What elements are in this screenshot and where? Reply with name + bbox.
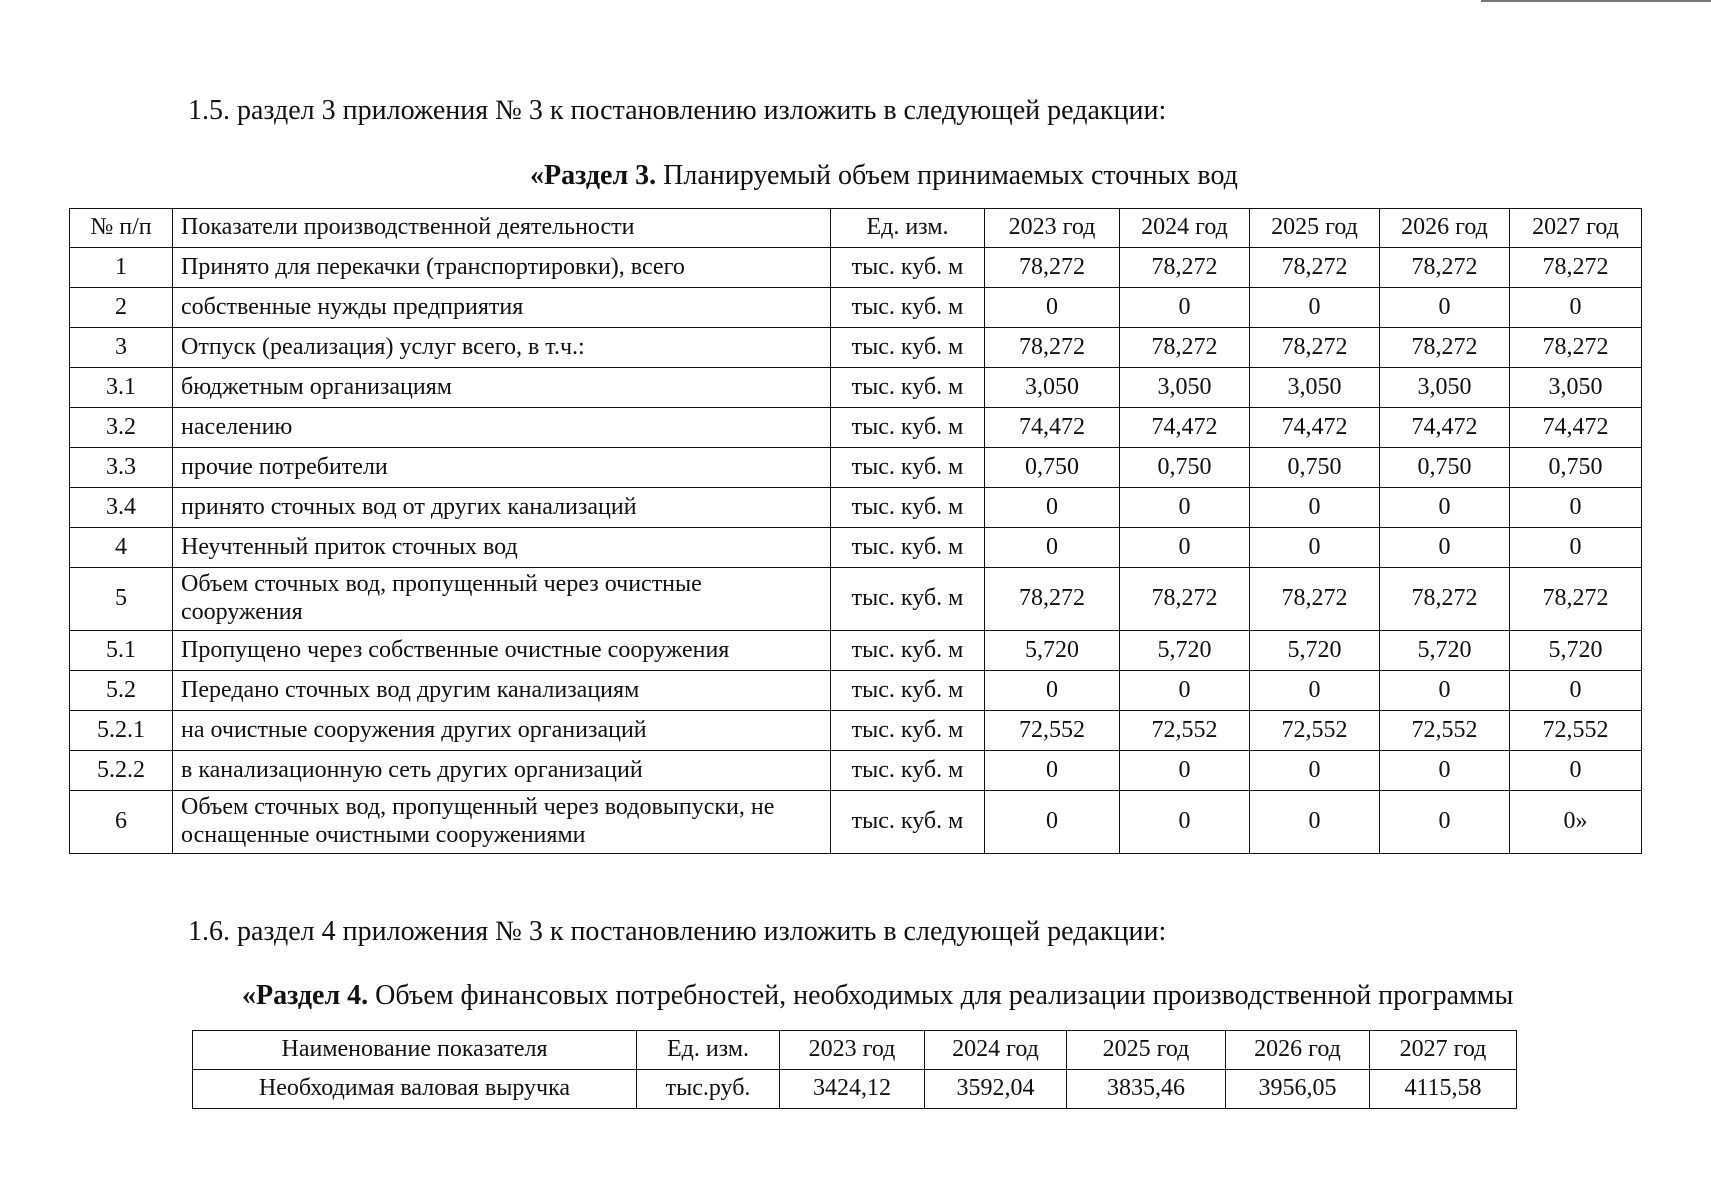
column-header: 2027 год: [1510, 209, 1642, 248]
row-number: 3.4: [70, 488, 173, 528]
value-2026: 78,272: [1380, 328, 1510, 368]
row-number: 3.1: [70, 368, 173, 408]
value-2024: 0,750: [1120, 448, 1250, 488]
value-2027: 78,272: [1510, 568, 1642, 631]
value-2027: 0: [1510, 528, 1642, 568]
table-row: [70, 488, 1642, 528]
row-indicator: Объем сточных вод, пропущенный через очистные сооружения: [173, 568, 831, 631]
value-2024: 5,720: [1120, 631, 1250, 671]
financial-needs-table: [192, 1030, 1517, 1109]
value-2025: 0: [1250, 288, 1380, 328]
value-2026: 5,720: [1380, 631, 1510, 671]
value-2023: 0: [985, 288, 1120, 328]
value-2024: 78,272: [1120, 328, 1250, 368]
section-4-heading-bold: «Раздел 4.: [242, 980, 369, 1011]
value-2023: 78,272: [985, 328, 1120, 368]
column-header: 2024 год: [1120, 209, 1250, 248]
value-2023: 0,750: [985, 448, 1120, 488]
table-row: [193, 1070, 1517, 1109]
row-indicator: населению: [173, 408, 831, 448]
value-2026: 0: [1380, 751, 1510, 791]
value-2026: 0: [1380, 488, 1510, 528]
table-row: [70, 671, 1642, 711]
value-2026: 0: [1380, 671, 1510, 711]
row-indicator: прочие потребители: [173, 448, 831, 488]
value-2027: 74,472: [1510, 408, 1642, 448]
row-number: 6: [70, 791, 173, 854]
value-2027: 3,050: [1510, 368, 1642, 408]
row-unit: тыс. куб. м: [831, 488, 985, 528]
table-row: [70, 288, 1642, 328]
value-2027: 72,552: [1510, 711, 1642, 751]
value-2024: 0: [1120, 671, 1250, 711]
value-2023: 0: [985, 751, 1120, 791]
row-unit: тыс. куб. м: [831, 711, 985, 751]
value-2023: 78,272: [985, 248, 1120, 288]
value-2027: 5,720: [1510, 631, 1642, 671]
row-unit: тыс. куб. м: [831, 631, 985, 671]
value-2027: 0: [1510, 671, 1642, 711]
section-4-heading-text: Объем финансовых потребностей, необходимых для реализации производственной программы: [368, 980, 1514, 1011]
table-row: [70, 711, 1642, 751]
row-indicator: Необходимая валовая выручка: [193, 1070, 637, 1109]
column-header: № п/п: [70, 209, 173, 248]
value-2025: 3835,46: [1067, 1070, 1226, 1109]
value-2023: 3,050: [985, 368, 1120, 408]
row-indicator: бюджетным организациям: [173, 368, 831, 408]
value-2025: 74,472: [1250, 408, 1380, 448]
value-2025: 0: [1250, 528, 1380, 568]
value-2023: 78,272: [985, 568, 1120, 631]
value-2025: 3,050: [1250, 368, 1380, 408]
value-2023: 72,552: [985, 711, 1120, 751]
table-row: [70, 248, 1642, 288]
value-2023: 5,720: [985, 631, 1120, 671]
value-2025: 78,272: [1250, 328, 1380, 368]
table-row: [70, 368, 1642, 408]
value-2025: 0,750: [1250, 448, 1380, 488]
value-2025: 0: [1250, 751, 1380, 791]
section-1-6-intro: 1.6. раздел 4 приложения № 3 к постановлению изложить в следующей редакции:: [188, 916, 1167, 947]
row-unit: тыс.руб.: [637, 1070, 780, 1109]
row-number: 3.3: [70, 448, 173, 488]
column-header: 2026 год: [1380, 209, 1510, 248]
row-number: 3: [70, 328, 173, 368]
row-number: 2: [70, 288, 173, 328]
section-3-heading: [530, 162, 1238, 190]
row-unit: тыс. куб. м: [831, 248, 985, 288]
value-2027: 0: [1510, 488, 1642, 528]
value-2023: 0: [985, 488, 1120, 528]
table-row: [70, 631, 1642, 671]
column-header: 2025 год: [1250, 209, 1380, 248]
value-2026: 78,272: [1380, 568, 1510, 631]
column-header: 2024 год: [925, 1031, 1067, 1070]
table-row: [70, 528, 1642, 568]
value-2026: 3956,05: [1226, 1070, 1370, 1109]
value-2023: 0: [985, 528, 1120, 568]
column-header: Ед. изм.: [637, 1031, 780, 1070]
table-header-row: [70, 209, 1642, 248]
value-2027: 0: [1510, 288, 1642, 328]
row-indicator: Пропущено через собственные очистные сооружения: [173, 631, 831, 671]
row-number: 5.2: [70, 671, 173, 711]
column-header: Показатели производственной деятельности: [173, 209, 831, 248]
column-header: 2023 год: [985, 209, 1120, 248]
table-header-row: [193, 1031, 1517, 1070]
row-unit: тыс. куб. м: [831, 288, 985, 328]
row-unit: тыс. куб. м: [831, 791, 985, 854]
value-2024: 78,272: [1120, 248, 1250, 288]
table-row: [70, 328, 1642, 368]
value-2025: 0: [1250, 671, 1380, 711]
column-header: 2027 год: [1370, 1031, 1517, 1070]
row-number: 5.2.1: [70, 711, 173, 751]
row-indicator: собственные нужды предприятия: [173, 288, 831, 328]
value-2027: 0,750: [1510, 448, 1642, 488]
row-unit: тыс. куб. м: [831, 328, 985, 368]
row-indicator: Принято для перекачки (транспортировки), всего: [173, 248, 831, 288]
table-row: [70, 751, 1642, 791]
value-2024: 0: [1120, 528, 1250, 568]
table-row: [70, 408, 1642, 448]
row-indicator: принято сточных вод от других канализаций: [173, 488, 831, 528]
page-edge-line: [1481, 0, 1711, 2]
column-header: Наименование показателя: [193, 1031, 637, 1070]
row-number: 5.2.2: [70, 751, 173, 791]
row-number: 4: [70, 528, 173, 568]
section-3-heading-text: Планируемый объем принимаемых сточных вод: [656, 160, 1238, 191]
value-2027: 0»: [1510, 791, 1642, 854]
value-2023: 0: [985, 671, 1120, 711]
value-2025: 78,272: [1250, 248, 1380, 288]
row-number: 3.2: [70, 408, 173, 448]
section-1-5-intro: 1.5. раздел 3 приложения № 3 к постановлению изложить в следующей редакции:: [188, 95, 1167, 126]
value-2026: 72,552: [1380, 711, 1510, 751]
value-2026: 74,472: [1380, 408, 1510, 448]
row-indicator: в канализационную сеть других организаций: [173, 751, 831, 791]
row-unit: тыс. куб. м: [831, 671, 985, 711]
value-2025: 0: [1250, 488, 1380, 528]
value-2027: 78,272: [1510, 328, 1642, 368]
value-2023: 3424,12: [780, 1070, 925, 1109]
column-header: 2025 год: [1067, 1031, 1226, 1070]
value-2027: 4115,58: [1370, 1070, 1517, 1109]
value-2024: 78,272: [1120, 568, 1250, 631]
value-2024: 0: [1120, 791, 1250, 854]
column-header: 2023 год: [780, 1031, 925, 1070]
column-header: Ед. изм.: [831, 209, 985, 248]
value-2026: 0: [1380, 528, 1510, 568]
table-row: [70, 448, 1642, 488]
row-unit: тыс. куб. м: [831, 448, 985, 488]
value-2024: 0: [1120, 288, 1250, 328]
section-4-heading: [242, 982, 1513, 1010]
value-2024: 3592,04: [925, 1070, 1067, 1109]
row-number: 5: [70, 568, 173, 631]
row-number: 5.1: [70, 631, 173, 671]
value-2027: 78,272: [1510, 248, 1642, 288]
value-2026: 0,750: [1380, 448, 1510, 488]
section-3-heading-bold: «Раздел 3.: [530, 160, 657, 191]
column-header: 2026 год: [1226, 1031, 1370, 1070]
row-indicator: Передано сточных вод другим канализациям: [173, 671, 831, 711]
row-indicator: Объем сточных вод, пропущенный через водовыпуски, не оснащенные очистными сооружениями: [173, 791, 831, 854]
value-2025: 5,720: [1250, 631, 1380, 671]
value-2026: 0: [1380, 288, 1510, 328]
row-unit: тыс. куб. м: [831, 408, 985, 448]
row-number: 1: [70, 248, 173, 288]
value-2024: 0: [1120, 488, 1250, 528]
row-unit: тыс. куб. м: [831, 568, 985, 631]
value-2024: 74,472: [1120, 408, 1250, 448]
value-2027: 0: [1510, 751, 1642, 791]
value-2025: 78,272: [1250, 568, 1380, 631]
wastewater-volume-table: [69, 208, 1642, 854]
value-2023: 0: [985, 791, 1120, 854]
value-2023: 74,472: [985, 408, 1120, 448]
row-indicator: Отпуск (реализация) услуг всего, в т.ч.:: [173, 328, 831, 368]
value-2026: 78,272: [1380, 248, 1510, 288]
row-unit: тыс. куб. м: [831, 751, 985, 791]
value-2024: 3,050: [1120, 368, 1250, 408]
row-indicator: на очистные сооружения других организаций: [173, 711, 831, 751]
value-2024: 72,552: [1120, 711, 1250, 751]
value-2025: 0: [1250, 791, 1380, 854]
table-row: [70, 791, 1642, 854]
table-row: [70, 568, 1642, 631]
value-2026: 0: [1380, 791, 1510, 854]
row-indicator: Неучтенный приток сточных вод: [173, 528, 831, 568]
value-2025: 72,552: [1250, 711, 1380, 751]
row-unit: тыс. куб. м: [831, 528, 985, 568]
value-2024: 0: [1120, 751, 1250, 791]
row-unit: тыс. куб. м: [831, 368, 985, 408]
value-2026: 3,050: [1380, 368, 1510, 408]
